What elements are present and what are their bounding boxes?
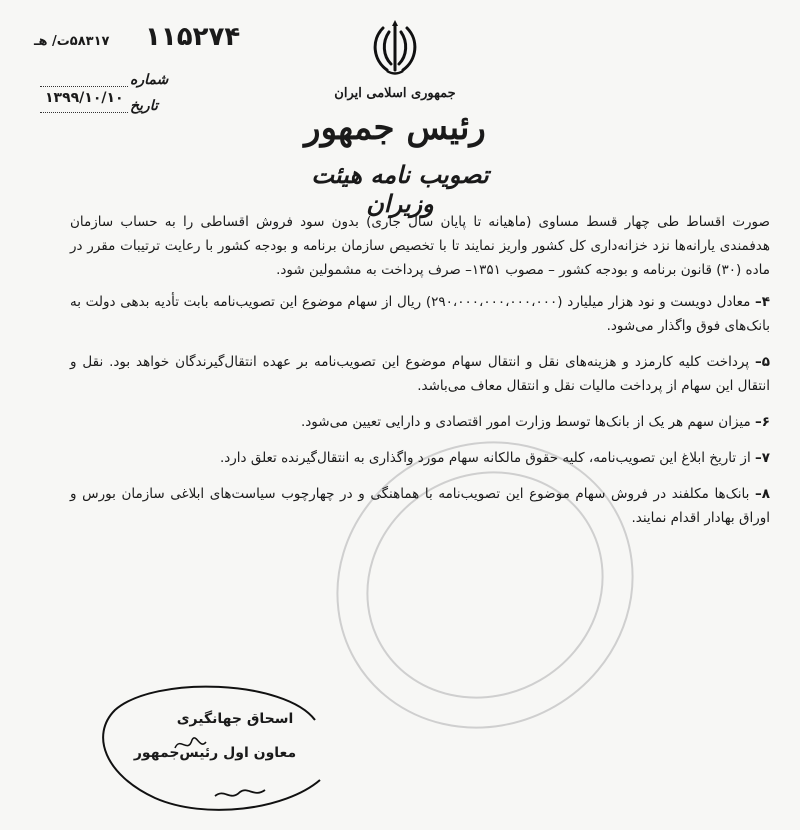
signatory-name: اسحاق جهانگیری — [176, 711, 294, 727]
number-dotted-line — [40, 86, 128, 87]
decree-body — [70, 210, 770, 542]
date-label: تاریخ — [130, 98, 158, 114]
paragraph-5 — [70, 350, 770, 398]
paragraph-number: ۴– — [755, 294, 771, 310]
date-value: ۱۳۹۹/۱۰/۱۰ — [45, 90, 124, 106]
president-title: رئیس جمهور — [304, 108, 486, 148]
paragraph-6 — [70, 410, 770, 434]
reference-code: ۵۸۳۱۷ت/ هـ — [34, 34, 110, 49]
date-dotted-line — [40, 112, 128, 113]
paragraph-text: میزان سهم هر یک از بانک‌ها توسط وزارت امور اقتصادی و دارایی تعیین می‌شود. — [301, 414, 751, 430]
paragraph-text: پرداخت کلیه کارمزد و هزینه‌های نقل و انتقال سهام موضوع این تصویب‌نامه بر عهده انتقال‌گیرندگان خواهد بود. نقل و انتقال این سهام از پرداخت مالیات نقل و انتقال معاف می‌باشد. — [70, 354, 770, 394]
paragraph-number: ۵– — [755, 354, 771, 370]
paragraph-7 — [70, 446, 770, 470]
paragraph-text: معادل دویست و نود هزار میلیارد (۲۹۰،۰۰۰،۰۰۰،۰۰۰،۰۰۰) ریال از سهام موضوع این تصویب‌نامه بابت تأدیه بدهی دولت به بانک‌های فوق واگذار می‌شود. — [70, 294, 770, 334]
paragraph-number: ۷– — [755, 450, 770, 466]
paragraph-number: ۸– — [755, 486, 770, 502]
paragraph-continued: صورت اقساط طی چهار قسط مساوی (ماهیانه تا پایان سال جاری) بدون سود فروش اقساطی را به حساب سازمان هدفمندی یارانه‌ها نزد خزانه‌داری کل کشور واریز نمایند تا با تخصیص سازمان برنامه و بودجه کشور با رعایت ترتیبات مقرر در ماده (۳۰) قانون برنامه و بودجه کشور – مصوب ۱۳۵۱– صرف پرداخت به مشمولین شود. — [70, 214, 770, 278]
document-number: ۱۱۵۲۷۴ — [145, 22, 241, 52]
paragraph-text: بانک‌ها مکلفند در فروش سهام موضوع این تصویب‌نامه با هماهنگی و در چهارچوب سیاست‌های ابلاغی سازمان بورس و اوراق بهادار اقدام نمایند. — [70, 486, 770, 526]
initials-mark — [210, 778, 270, 808]
republic-title: جمهوری اسلامی ایران — [334, 86, 456, 101]
paragraph-text: از تاریخ ابلاغ این تصویب‌نامه، کلیه حقوق مالکانه سهام مورد واگذاری به انتقال‌گیرنده تعلق دارد. — [219, 450, 751, 466]
paragraph-number: ۶– — [755, 414, 770, 430]
cabinet-title: تصویب نامه هیئت وزیران — [311, 160, 489, 218]
paragraph-8 — [70, 482, 770, 530]
paragraph-4 — [70, 290, 770, 338]
iran-emblem-icon — [365, 18, 425, 78]
number-label: شماره — [130, 72, 169, 88]
signatory-title: معاون اول رئیس‌جمهور — [133, 745, 297, 761]
